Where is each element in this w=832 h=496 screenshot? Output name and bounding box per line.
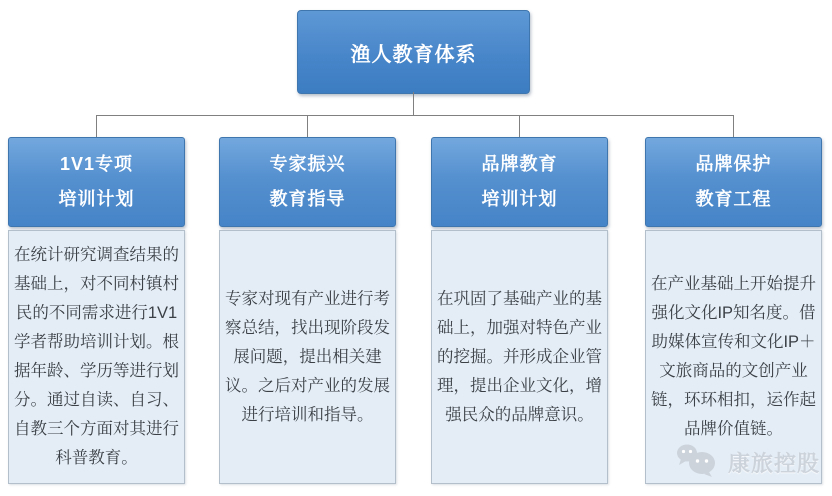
branch-brand-education bbox=[431, 137, 608, 484]
branch-header bbox=[219, 137, 396, 227]
branch-expert-guidance bbox=[219, 137, 396, 484]
branch-header bbox=[431, 137, 608, 227]
branch-header bbox=[8, 137, 185, 227]
branch-title-line1: 品牌保护 bbox=[695, 154, 772, 174]
connector-stub-3 bbox=[519, 115, 520, 137]
branch-title-line2: 教育指导 bbox=[269, 189, 346, 209]
connector-horizontal-bar bbox=[96, 115, 734, 116]
connector-stub-1 bbox=[96, 115, 97, 137]
branch-description-panel bbox=[431, 230, 608, 484]
branch-description-panel bbox=[8, 230, 185, 484]
watermark bbox=[675, 443, 820, 482]
branch-title-line2: 教育工程 bbox=[695, 189, 772, 209]
branch-title-line1: 专家振兴 bbox=[269, 154, 346, 174]
wechat-icon bbox=[675, 443, 719, 482]
branch-title-line1: 1V1专项 bbox=[59, 154, 134, 174]
branch-1v1-training bbox=[8, 137, 185, 484]
branch-header bbox=[645, 137, 822, 227]
branch-title-line2: 培训计划 bbox=[481, 189, 558, 209]
branch-brand-protection bbox=[645, 137, 822, 484]
branch-description-panel bbox=[219, 230, 396, 484]
watermark-text: 康旅控股 bbox=[727, 451, 820, 476]
connector-stub-2 bbox=[307, 115, 308, 137]
connector-root-stem bbox=[413, 92, 414, 115]
branch-title-line1: 品牌教育 bbox=[481, 154, 558, 174]
root-node-title: 渔人教育体系 bbox=[350, 43, 477, 66]
branch-description-text: 在统计研究调查结果的基础上，对不同村镇村民的不同需求进行1V1学者帮助培训计划。根据年龄、学历等进行划分。通过自读、自习、自教三个方面对其进行科普教育。 bbox=[14, 246, 179, 467]
branch-title-line2: 培训计划 bbox=[58, 189, 135, 209]
branch-description-text: 在巩固了基础产业的基础上，加强对特色产业的挖掘。并形成企业管理，提出企业文化，增强民众的品牌意识。 bbox=[437, 289, 602, 424]
branch-description-text: 在产业基础上开始提升强化文化IP知名度。借助媒体宣传和文化IP＋文旅商品的文创产业链，环环相扣，运作起品牌价值链。 bbox=[651, 275, 816, 438]
branch-description-text: 专家对现有产业进行考察总结，找出现阶段发展问题，提出相关建议。之后对产业的发展进行培训和指导。 bbox=[225, 289, 390, 424]
connector-stub-4 bbox=[733, 115, 734, 137]
root-node bbox=[297, 10, 530, 94]
